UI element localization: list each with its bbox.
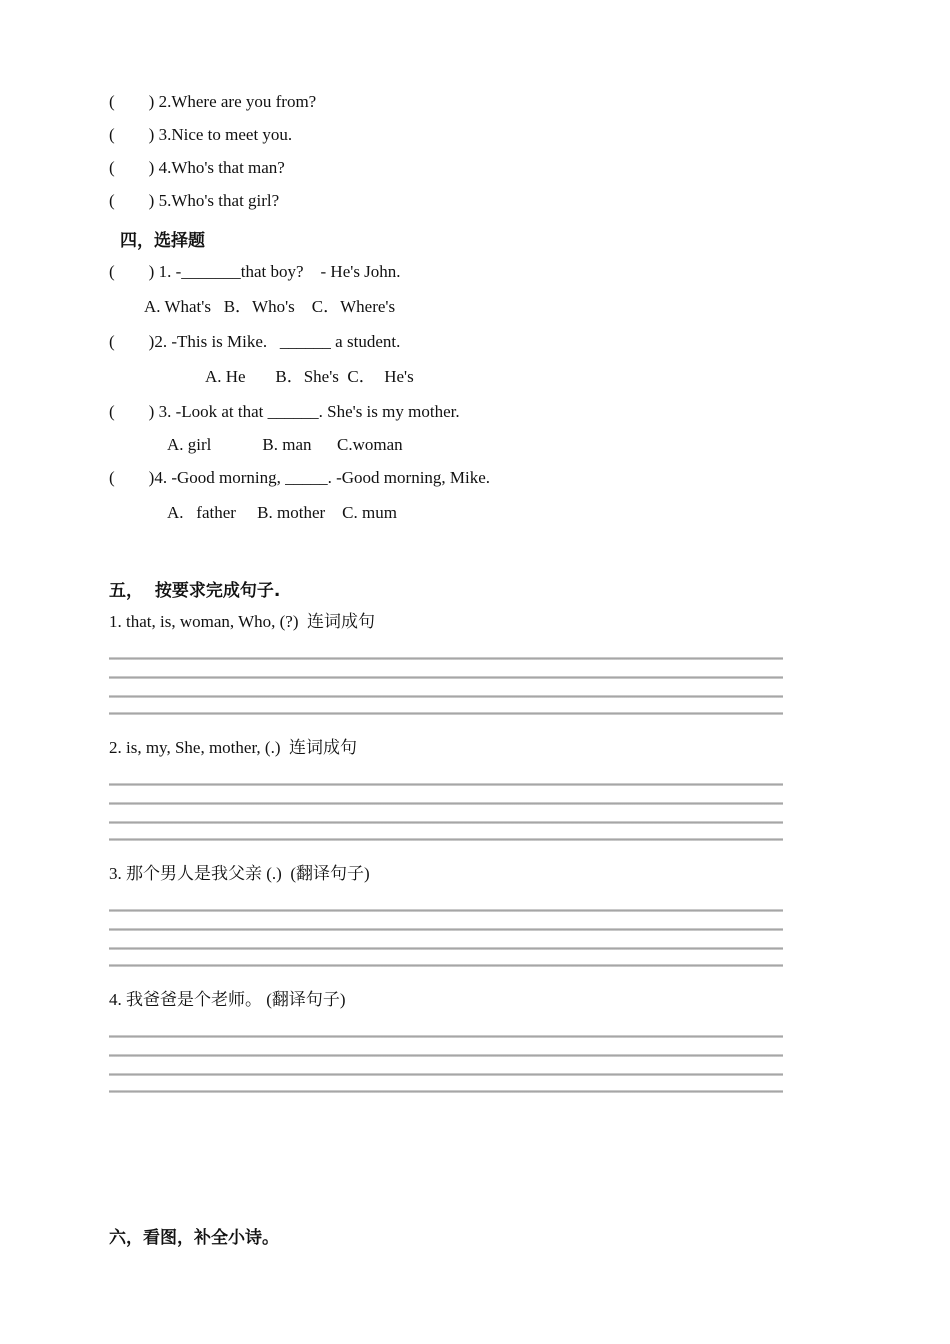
sentence-task-3: 3. 那个男人是我父亲 (.) (翻译句子) <box>109 864 370 883</box>
choice-question-2: ( )2. -This is Mike. ______ a student. <box>109 332 401 351</box>
writing-lines-1[interactable] <box>109 657 783 715</box>
writing-lines-3[interactable] <box>109 909 783 967</box>
choice-question-4: ( )4. -Good morning, _____. -Good morning, Mike. <box>109 468 491 487</box>
choice-question-1: ( ) 1. -_______that boy? - He's John. <box>109 262 401 281</box>
choice-options-2: A. He B．She's C． He's <box>205 367 414 386</box>
matching-item-2: ( ) 2.Where are you from? <box>109 92 317 111</box>
choice-options-1: A. What's B．Who's C．Where's <box>144 297 396 316</box>
writing-lines-4[interactable] <box>109 1035 783 1093</box>
choice-options-3: A. girl B. man C.woman <box>167 435 403 454</box>
matching-item-3: ( ) 3.Nice to meet you. <box>109 125 293 144</box>
section-5-heading: 五， 按要求完成句子. <box>109 581 281 601</box>
sentence-task-1: 1. that, is, woman, Who, (?) 连词成句 <box>109 612 375 631</box>
matching-item-4: ( ) 4.Who's that man? <box>109 158 285 177</box>
writing-lines-2[interactable] <box>109 783 783 841</box>
matching-item-5: ( ) 5.Who's that girl? <box>109 191 280 210</box>
sentence-task-2: 2. is, my, She, mother, (.) 连词成句 <box>109 738 358 757</box>
sentence-task-4: 4. 我爸爸是个老师。 (翻译句子) <box>109 990 346 1009</box>
choice-options-4: A. father B. mother C. mum <box>167 503 397 522</box>
section-6-heading: 六，看图，补全小诗。 <box>109 1228 279 1248</box>
choice-question-3: ( ) 3. -Look at that ______. She's is my mother. <box>109 402 460 421</box>
section-4-heading: 四，选择题 <box>120 231 205 251</box>
